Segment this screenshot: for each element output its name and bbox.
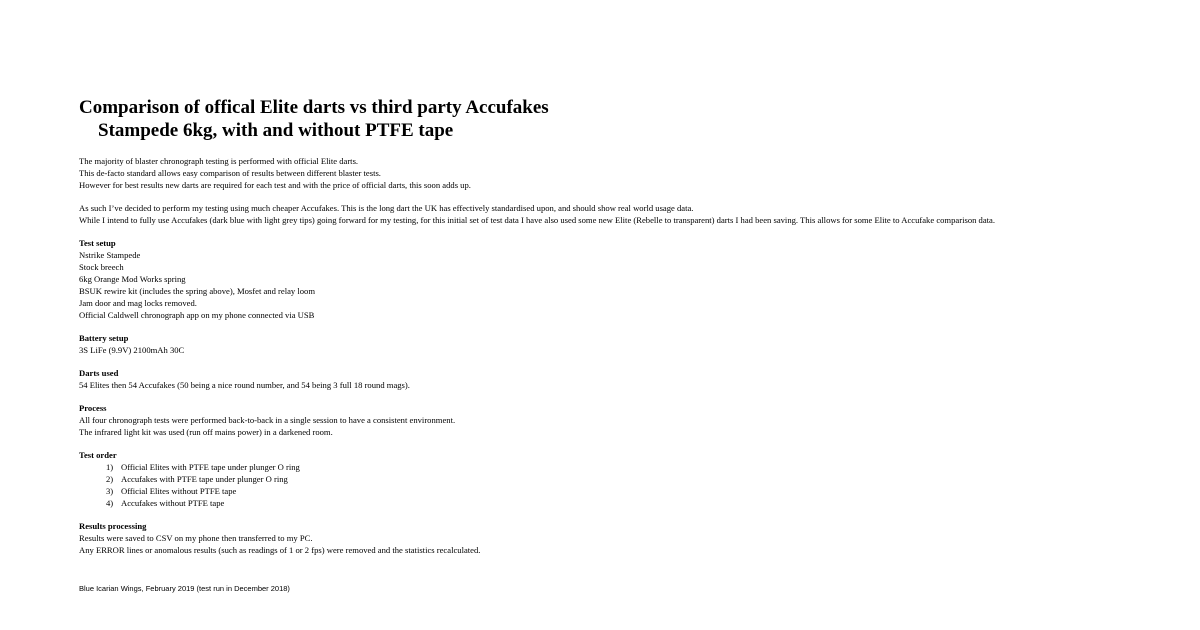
test-order-item xyxy=(79,497,1179,509)
document-title xyxy=(79,96,1179,142)
test-order-text: Accufakes without PTFE tape xyxy=(121,498,225,508)
test-order-number: 1) xyxy=(106,462,114,472)
test-order-number: 3) xyxy=(106,486,114,496)
test-setup-line: Jam door and mag locks removed. xyxy=(79,298,197,308)
intro-line: However for best results new darts are required for each test and with the price of official darts, this soon adds up. xyxy=(79,180,471,190)
test-order-number: 4) xyxy=(106,498,114,508)
test-order-heading: Test order xyxy=(79,450,117,460)
darts-used-section xyxy=(79,367,1179,391)
results-processing-heading: Results processing xyxy=(79,521,147,531)
test-setup-line: Official Caldwell chronograph app on my phone connected via USB xyxy=(79,310,315,320)
process-line: The infrared light kit was used (run off mains power) in a darkened room. xyxy=(79,427,333,437)
darts-used-line: 54 Elites then 54 Accufakes (50 being a nice round number, and 54 being 3 full 18 round mags). xyxy=(79,380,410,390)
battery-setup-heading: Battery setup xyxy=(79,333,129,343)
intro-line: The majority of blaster chronograph testing is performed with official Elite darts. xyxy=(79,156,359,166)
test-order-item xyxy=(79,485,1179,497)
document-body xyxy=(79,96,1179,556)
test-order-number: 2) xyxy=(106,474,114,484)
intro-paragraph xyxy=(79,155,1179,191)
results-processing-section xyxy=(79,520,1179,556)
test-setup-heading: Test setup xyxy=(79,238,116,248)
intro2-line: As such I’ve decided to perform my testing using much cheaper Accufakes. This is the long dart the UK has effectively standardised upon, and should show real world usage data. xyxy=(79,203,694,213)
test-order-text: Official Elites without PTFE tape xyxy=(121,486,237,496)
title-line-1: Comparison of offical Elite darts vs third party Accufakes xyxy=(79,97,549,118)
test-setup-line: BSUK rewire kit (includes the spring above), Mosfet and relay loom xyxy=(79,286,316,296)
results-processing-line: Results were saved to CSV on my phone then transferred to my PC. xyxy=(79,533,313,543)
test-setup-section xyxy=(79,237,1179,321)
test-setup-line: Stock breech xyxy=(79,262,124,272)
intro-line: This de-facto standard allows easy comparison of results between different blaster tests. xyxy=(79,168,381,178)
test-order-text: Official Elites with PTFE tape under plunger O ring xyxy=(121,462,300,472)
darts-used-heading: Darts used xyxy=(79,368,119,378)
intro-paragraph-2 xyxy=(79,202,1179,226)
test-order-item xyxy=(79,461,1179,473)
process-line: All four chronograph tests were performed back-to-back in a single session to have a consistent environment. xyxy=(79,415,456,425)
results-processing-line: Any ERROR lines or anomalous results (such as readings of 1 or 2 fps) were removed and the statistics recalculated. xyxy=(79,545,481,555)
test-order-list xyxy=(79,461,1179,509)
process-section xyxy=(79,402,1179,438)
test-order-item xyxy=(79,473,1179,485)
document-footer: Blue Icarian Wings, February 2019 (test run in December 2018) xyxy=(79,584,290,593)
intro2-line: While I intend to fully use Accufakes (dark blue with light grey tips) going forward for my testing, for this initial set of test data I have also used some new Elite (Rebelle to transparent) darts I had been saving. This allows for some Elite to Accufake comparison data. xyxy=(79,215,996,225)
title-line-2: Stampede 6kg, with and without PTFE tape xyxy=(98,120,454,141)
test-setup-line: Nstrike Stampede xyxy=(79,250,141,260)
battery-setup-section xyxy=(79,332,1179,356)
battery-setup-line: 3S LiFe (9.9V) 2100mAh 30C xyxy=(79,345,185,355)
process-heading: Process xyxy=(79,403,107,413)
test-setup-line: 6kg Orange Mod Works spring xyxy=(79,274,186,284)
test-order-section xyxy=(79,449,1179,509)
test-order-text: Accufakes with PTFE tape under plunger O ring xyxy=(121,474,288,484)
